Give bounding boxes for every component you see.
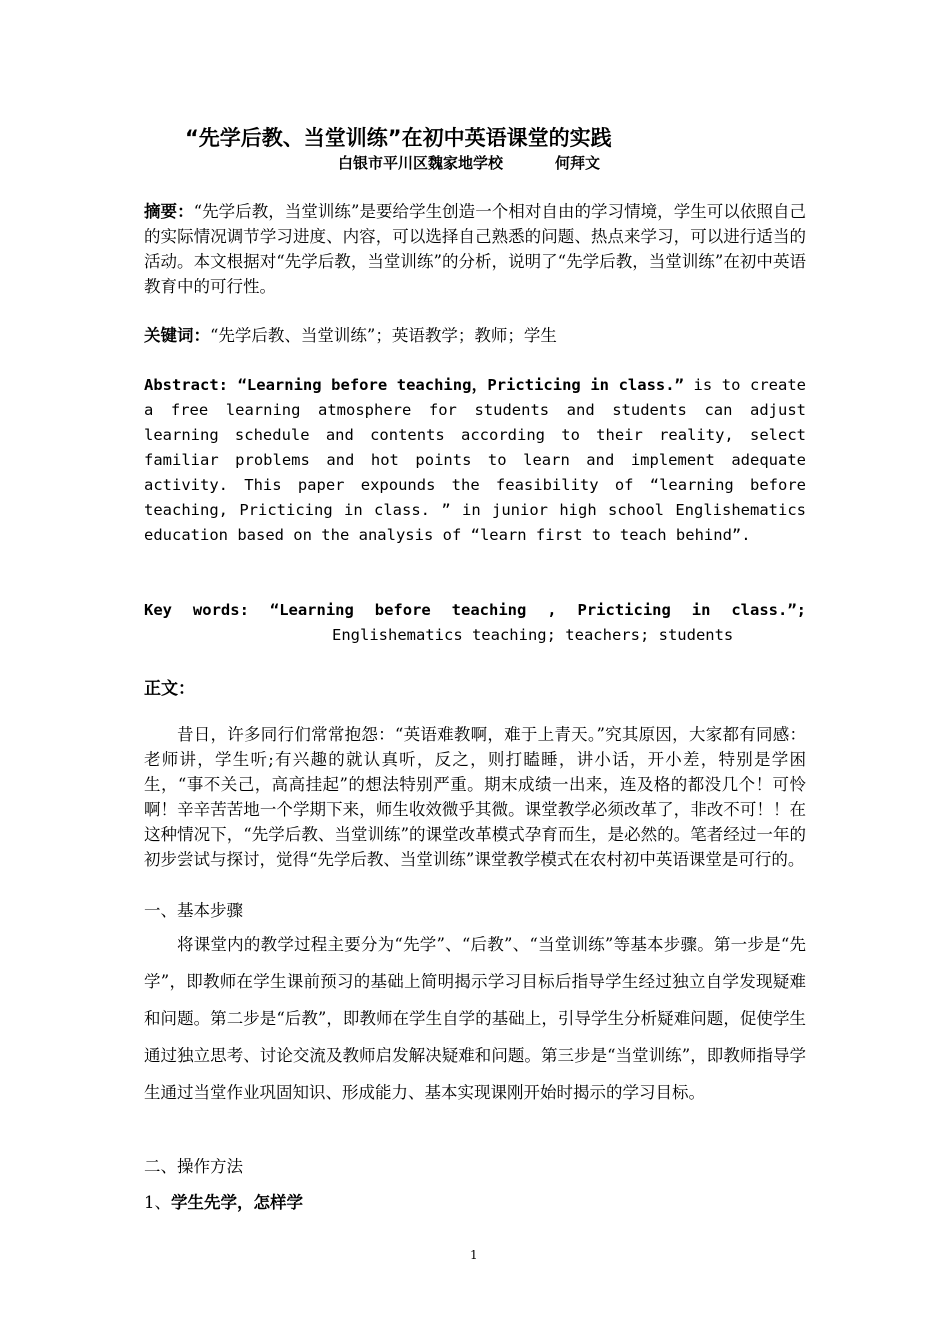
abstract-en-label: Abstract:: [144, 376, 228, 394]
keywords-en: [144, 598, 806, 623]
body-label: 正文：: [144, 679, 195, 699]
page-number: 1: [470, 1248, 478, 1262]
abstract-cn-text: “先学后教，当堂训练”是要给学生创造一个相对自由的学习情境，学生可以依照自己的实际情况调节学习进度、内容，可以选择自己熟悉的问题、热点来学习，可以进行适当的活动。本文根据对“先学后教，当堂训练”的分析，说明了“先学后教，当堂训练”在初中英语教育中的可行性。: [144, 202, 806, 296]
abstract-en-text: is to create a free learning atmosphere for students and students can adjust learning schedule and contents according to their reality, select familiar problems and hot points to learn and implement adequate activity. This paper expounds the feasibility of “learning before teaching, Pricticing in class. ” in junior high school Englishematics education based on the analysis of “learn first to teach behind”.: [144, 376, 806, 544]
document-title: “先学后教、当堂训练”在初中英语课堂的实践: [185, 126, 612, 150]
byline: [338, 152, 600, 173]
abstract-en: [144, 373, 806, 548]
section1-title: 一、基本步骤: [144, 901, 243, 920]
keywords-en-label: Key words:: [144, 601, 249, 619]
keywords-cn-label: 关键词：: [144, 326, 210, 345]
keywords-cn-text: “先学后教、当堂训练”；英语教学；教师；学生: [210, 326, 557, 345]
keywords-cn: [144, 323, 806, 348]
section2-title: 二、操作方法: [144, 1157, 243, 1176]
intro-paragraph: 昔日，许多同行们常常抱怨：“英语难教啊，难于上青天。”究其原因，大家都有同感：老师讲，学生听;有兴趣的就认真听，反之，则打瞌睡，讲小话，开小差，特别是学困生，“事不关己，高高挂起”的想法特别严重。期末成绩一出来，连及格的都没几个！可怜啊！辛辛苦苦地一个学期下来，师生收效微乎其微。课堂教学必须改革了，非改不可！！在这种情况下，“先学后教、当堂训练”的课堂改革模式孕育而生，是必然的。笔者经过一年的初步尝试与探讨，觉得“先学后教、当堂训练”课堂教学模式在农村初中英语课堂是可行的。: [144, 725, 806, 869]
subsection1: [144, 1189, 303, 1213]
abstract-en-bold: “Learning before teaching，Pricticing in class.”: [237, 376, 684, 394]
keywords-en-bold: “Learning before teaching , Pricticing in class.”;: [269, 601, 806, 619]
author-name: 何拜文: [555, 154, 601, 172]
abstract-cn-label: 摘要：: [144, 202, 194, 221]
keywords-en-text: Englishematics teaching; teachers; students: [332, 626, 734, 644]
subsection1-title: 学生先学，怎样学: [171, 1193, 303, 1212]
section1-paragraph: 将课堂内的教学过程主要分为“先学”、“后教”、“当堂训练”等基本步骤。第一步是“先学”，即教师在学生课前预习的基础上简明揭示学习目标后指导学生经过独立自学发现疑难和问题。第二步是“后教”，即教师在学生自学的基础上，引导学生分析疑难问题，促使学生通过独立思考、讨论交流及教师启发解决疑难和问题。第三步是“当堂训练”，即教师指导学生通过当堂作业巩固知识、形成能力、基本实现课刚开始时揭示的学习目标。: [144, 935, 806, 1102]
school-name: 白银市平川区魏家地学校: [338, 154, 504, 172]
abstract-cn: [144, 199, 806, 299]
subsection1-number: 1、: [144, 1193, 171, 1212]
